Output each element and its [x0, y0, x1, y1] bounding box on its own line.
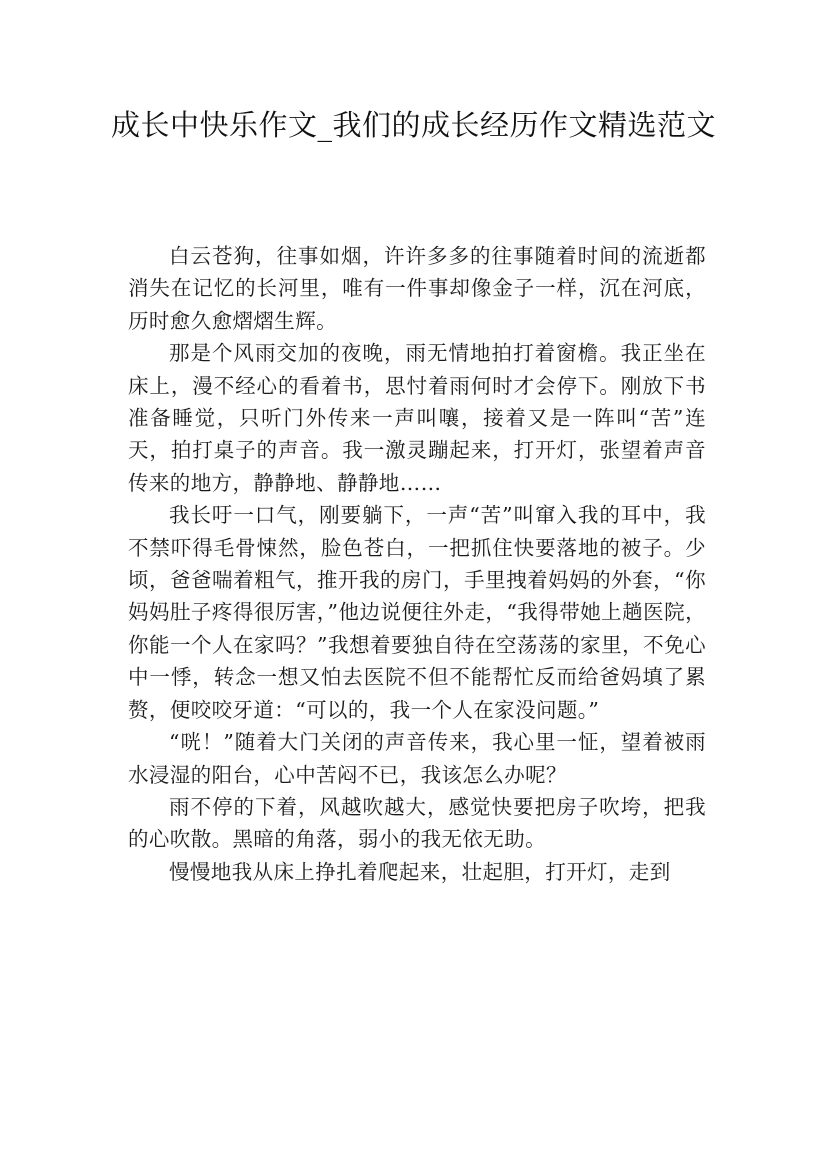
paragraph: 我长吁一口气，刚要躺下，一声“苦”叫窜入我的耳中，我不禁吓得毛骨悚然，脸色苍白，一把抓住快要落地的被子。少顷，爸爸喘着粗气，推开我的房门，手里拽着妈妈的外套，“你妈妈肚子疼得很厉害，”他边说便往外走，“我得带她上趟医院，你能一个人在家吗？”我想着要独自待在空荡荡的家里，不免心中一悸，转念一想又怕去医院不但不能帮忙反而给爸妈填了累赘，便咬咬牙道：“可以的，我一个人在家没问题。”	[128, 503, 706, 722]
paragraph: 雨不停的下着，风越吹越大，感觉快要把房子吹垮，把我的心吹散。黑暗的角落，弱小的我无依无助。	[128, 794, 706, 852]
document-body	[128, 240, 706, 888]
document-title: 成长中快乐作文_我们的成长经历作文精选范文	[110, 108, 716, 142]
paragraph: 白云苍狗，往事如烟，许许多多的往事随着时间的流逝都消失在记忆的长河里，唯有一件事却像金子一样，沉在河底，历时愈久愈熠熠生辉。	[128, 244, 706, 333]
paragraph: 那是个风雨交加的夜晚，雨无情地拍打着窗檐。我正坐在床上，漫不经心的看着书，思忖着雨何时才会停下。刚放下书准备睡觉，只听门外传来一声叫嚷，接着又是一阵叫“苦”连天，拍打桌子的声音。我一激灵蹦起来，打开灯，张望着声音传来的地方，静静地、静静地……	[128, 341, 706, 495]
paragraph: “咣！”随着大门关闭的声音传来，我心里一怔，望着被雨水浸湿的阳台，心中苦闷不已，我该怎么办呢？	[128, 730, 706, 787]
paragraph: 慢慢地我从床上挣扎着爬起来，壮起胆，打开灯，走到	[169, 859, 671, 884]
